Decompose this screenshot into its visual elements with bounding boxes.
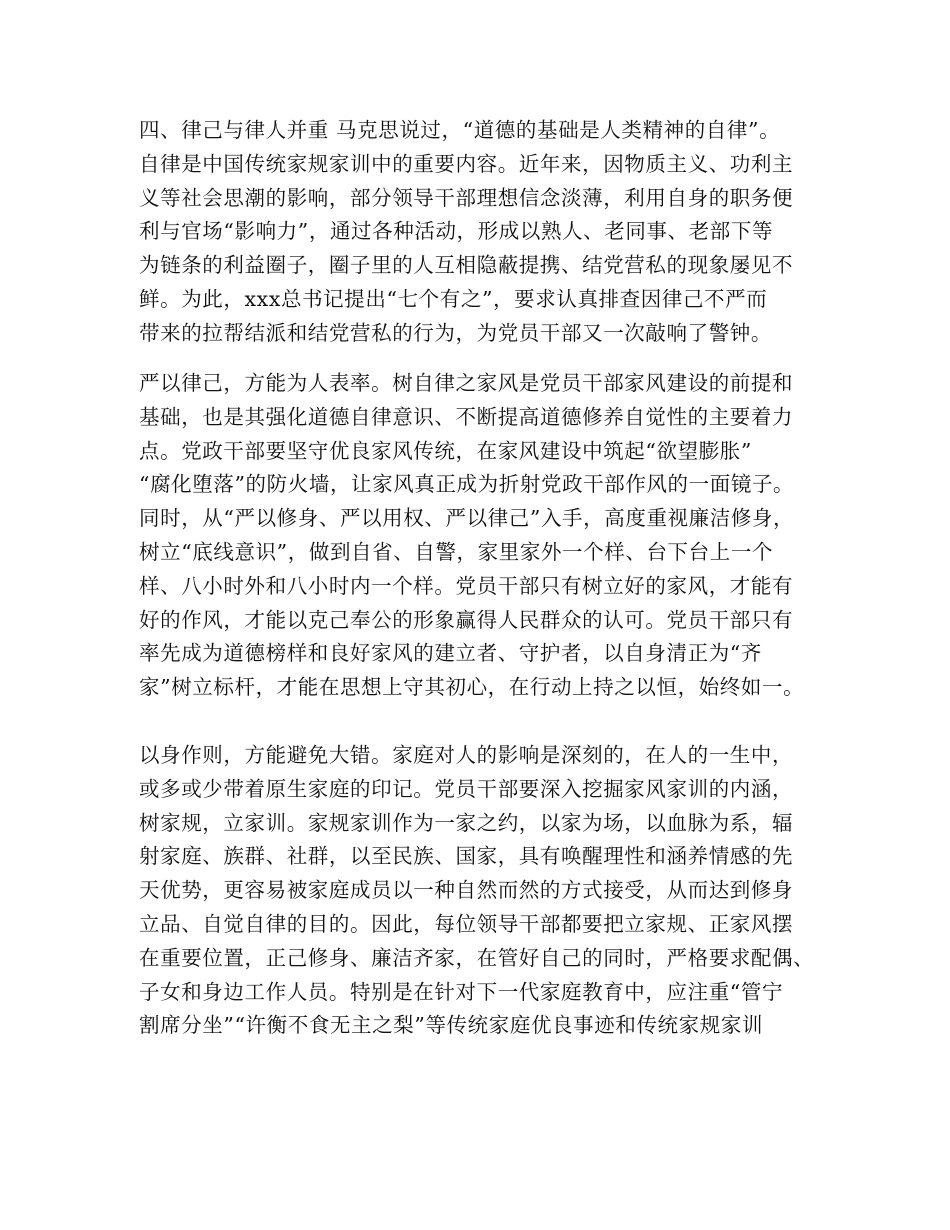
text-line: 四、律己与律人并重 马克思说过，“道德的基础是人类精神的自律”。 (139, 118, 781, 142)
text-line: 射家庭、族群、社群，以至民族、国家，具有唤醒理性和涵养情感的先 (139, 844, 794, 869)
paragraph-role-model (139, 367, 839, 705)
text-line: 带来的拉帮结派和结党营私的行为，为党员干部又一次敲响了警钟。 (139, 320, 772, 345)
text-line: 在重要位置，正己修身、廉洁齐家，在管好自己的同时，严格要求配偶、 (139, 945, 815, 970)
text-line: 或多或少带着原生家庭的印记。党员干部要深入挖掘家风家训的内涵， (139, 776, 794, 801)
text-line: 子女和身边工作人员。特别是在针对下一代家庭教育中，应注重“管宁 (139, 979, 784, 1004)
text-line: 为链条的利益圈子，圈子里的人互相隐蔽提携、结党营私的现象屡见不 (139, 253, 794, 278)
text-line: “腐化堕落”的防火墙，让家风真正成为折射党政干部作风的一面镜子。 (139, 472, 795, 497)
text-line: 立品、自觉自律的目的。因此，每位领导干部都要把立家规、正家风摆 (139, 911, 794, 936)
text-line: 树立“底线意识”，做到自省、自警，家里家外一个样、台下台上一个 (139, 539, 774, 564)
text-line: 自律是中国传统家规家训中的重要内容。近年来，因物质主义、功利主 (139, 151, 794, 176)
text-line: 以身作则，方能避免大错。家庭对人的影响是深刻的，在人的一生中， (139, 743, 794, 767)
text-line: 基础，也是其强化道德自律意识、不断提高道德修养自觉性的主要着力 (139, 404, 794, 429)
text-line: 树家规，立家训。家规家训作为一家之约，以家为场，以血脉为系，辐 (139, 810, 794, 835)
text-line: 率先成为道德榜样和良好家风的建立者、守护者，以自身清正为“齐 (139, 641, 762, 666)
text-line: 点。党政干部要坚守优良家风传统，在家风建设中筑起“欲望膨胀” (139, 438, 752, 463)
text-line: 严以律己，方能为人表率。树自律之家风是党员干部家风建设的前提和 (139, 371, 794, 395)
text-line: 割席分坐”“许衡不食无主之梨”等传统家庭优良事迹和传统家规家训 (139, 1013, 764, 1038)
text-line: 鲜。为此，xxx总书记提出“七个有之”，要求认真排查因律己不严而 (139, 286, 768, 311)
text-line: 义等社会思潮的影响，部分领导干部理想信念淡薄，利用自身的职务便 (139, 185, 794, 210)
text-line: 同时，从“严以修身、严以用权、严以律己”入手，高度重视廉洁修身， (139, 506, 795, 531)
text-line: 样、八小时外和八小时内一个样。党员干部只有树立好的家风，才能有 (139, 573, 794, 598)
paragraph-lead-by-example (139, 739, 839, 1043)
paragraph-self-discipline (139, 114, 839, 351)
text-line: 利与官场“影响力”，通过各种活动，形成以熟人、老同事、老部下等 (139, 219, 774, 244)
text-line: 天优势，更容易被家庭成员以一种自然而然的方式接受，从而达到修身 (139, 878, 794, 903)
text-line: 好的作风，才能以克己奉公的形象赢得人民群众的认可。党员干部只有 (139, 607, 794, 632)
text-line: 家”树立标杆，才能在思想上守其初心，在行动上持之以恒，始终如一。 (139, 675, 805, 700)
